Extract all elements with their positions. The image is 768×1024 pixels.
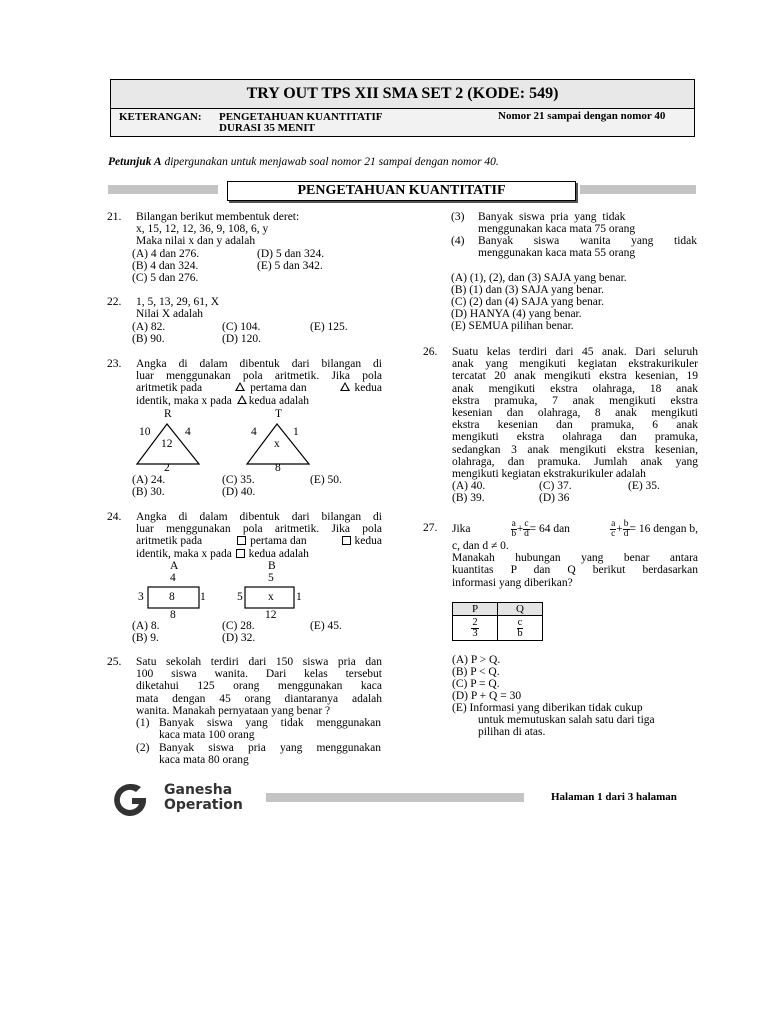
statement-3 [478,211,697,235]
option-d[interactable]: (D) 32. [222,632,256,644]
statement-text: Banyak siswa yang tidak menggunakan [159,717,381,729]
box2-right: 1 [296,591,302,603]
option-e[interactable]: (E) 5 dan 342. [257,260,323,272]
option-e[interactable]: (E) 50. [310,474,342,486]
question-text: luar menggunakan pola aritmetik. Jika pola [136,370,382,383]
jika-text: Jika [452,522,471,535]
numerator: c [524,518,529,529]
option-d[interactable]: (D) 120. [222,333,261,345]
numerator: 2 [472,616,478,628]
statement-1 [159,717,381,741]
option-b[interactable]: (B) 30. [132,486,165,498]
option-b[interactable]: (B) P < Q. [452,666,500,678]
option-e[interactable]: (E) 45. [310,620,342,632]
question-text: Angka di dalam dibentuk dari bilangan di [136,511,382,523]
brand-name-2: Operation [164,797,243,813]
question-text: kuantitas P dan Q berikut berdasarkan [452,564,698,577]
equation-text: = 16 dengan b, [629,522,698,535]
statement-3-number: (3) [451,211,465,223]
triangle1-left: 10 [139,426,151,438]
statement-text: Banyak siswa wanita yang tidak [478,235,697,247]
instruction-bold: Petunjuk A [108,156,162,168]
option-c[interactable]: (C) 35. [222,474,255,486]
denominator: 3 [472,627,478,639]
box1-right: 1 [200,591,206,603]
question-text: Maka nilai x dan y adalah [136,235,256,248]
option-a[interactable]: (A) P > Q. [452,654,501,666]
section-title: PENGETAHUAN KUANTITATIF [227,181,576,201]
page-number: Halaman 1 dari 3 halaman [551,791,677,803]
triangle1-center: 12 [161,438,173,450]
square-icon [342,536,351,545]
statement-4-number: (4) [451,235,465,247]
question-text: ekstra pramuka, 7 anak mengikuti ekstra [452,394,698,407]
denominator: b [511,528,517,539]
option-d[interactable]: (D) P + Q = 30 [452,690,522,702]
option-a[interactable]: (A) 82. [132,321,166,333]
statement-text: menggunakan kaca mata 55 orang [478,247,636,260]
question-text: sedangkan 3 anak mengikuti ekstra kesenian, [452,443,698,456]
box1-label: A [170,560,179,572]
triangle-icon [237,395,247,404]
question-27 [423,518,698,743]
statement-2 [159,742,381,766]
question-text: Nilai X adalah [136,308,204,321]
page-title: TRY OUT TPS XII SMA SET 2 (KODE: 549) [111,80,694,109]
square-icon [236,549,245,558]
option-c[interactable]: (C) P = Q. [452,678,500,690]
question-26 [423,346,698,506]
instruction [108,156,499,168]
option-e[interactable]: (E) 35. [628,480,660,492]
question-number: 27. [423,522,438,534]
question-text: Manakah hubungan yang benar antara [452,552,698,565]
square-icon [237,536,246,545]
question-number: 22. [107,296,122,308]
triangle2-center: x [274,438,280,450]
question-text: 100 siswa wanita. Dari kelas tersebut [136,668,382,681]
question-22 [107,296,382,346]
ganesha-logo-icon [108,780,152,820]
question-text: kedua adalah [248,394,310,407]
option-c[interactable]: (C) 28. [222,620,255,632]
triangle1-bottom: 2 [164,462,170,474]
question-text: x, 15, 12, 12, 36, 9, 108, 6, y [136,223,269,236]
question-range: Nomor 21 sampai dengan nomor 40 [498,110,666,122]
equation-text: = 64 dan [529,522,570,535]
box1-bottom: 8 [170,609,176,621]
question-text: aritmetik pada [136,535,203,548]
question-text: tercatat 20 anak mengikuti ekstra kesenian, 19 [452,370,698,383]
question-text: c, dan d ≠ 0. [452,540,509,552]
option-d[interactable]: (D) HANYA (4) yang benar. [451,308,582,320]
question-text: aritmetik pada [136,382,203,395]
question-text-line [136,395,382,407]
fraction [623,520,630,539]
statement-2-number: (2) [136,742,150,754]
question-text: identik, maka x pada [136,547,232,560]
option-a[interactable]: (A) (1), (2), dan (3) SAJA yang benar. [451,272,627,284]
option-c[interactable]: (C) 37. [539,480,572,492]
question-text: luar menggunakan pola aritmetik. Jika pola [136,523,382,536]
question-24 [107,511,382,646]
question-number: 23. [107,358,122,370]
option-e[interactable]: (E) 125. [310,321,348,333]
option-a[interactable]: (A) 8. [132,620,160,632]
question-23 [107,358,382,503]
question-text-line [136,535,382,547]
question-text: pertama dan [250,535,307,548]
question-25 [107,656,382,771]
triangle-diagrams [127,408,337,474]
footer-bar [266,793,524,802]
subject-line1: PENGETAHUAN KUANTITATIF [219,111,383,123]
triangle2-right: 1 [293,426,299,438]
triangle-icon [340,382,350,391]
option-e-cont: untuk memutuskan salah satu dari tiga [478,714,655,726]
option-b[interactable]: (B) 4 dan 324. [132,260,199,272]
box1-left: 3 [138,591,144,603]
question-text: kedua [354,382,382,395]
option-a[interactable]: (A) 24. [132,474,166,486]
denominator: d [524,528,529,539]
question-text: olahraga, dan pramuka. Jumlah anak yang [452,455,698,468]
triangle2-bottom: 8 [275,462,281,474]
subject-line2: DURASI 35 MENIT [219,122,315,134]
section-bar-right [580,185,696,194]
question-number: 26. [423,346,438,358]
triangle2-left: 4 [251,426,257,438]
statement-text: kaca mata 80 orang [159,754,249,767]
question-text: mengikuti kegiatan ekstrakurikuler adalah [452,468,646,481]
box1-center: 8 [169,591,175,603]
question-text: Bilangan berikut membentuk deret: [136,211,300,223]
question-text: kedua adalah [248,547,309,560]
question-text: pertama dan [250,382,307,395]
option-b[interactable]: (B) 9. [132,632,159,644]
statement-text: Banyak siswa pria yang tidak [478,211,626,223]
box2-left: 5 [237,591,243,603]
option-e[interactable]: (E) Informasi yang diberikan tidak cukup [452,702,643,714]
option-b[interactable]: (B) (1) dan (3) SAJA yang benar. [451,284,604,296]
question-text-line [136,548,382,560]
table-header-q: Q [498,603,543,616]
denominator: c [611,528,616,539]
question-text: Angka di dalam dibentuk dari bilangan di [136,358,382,370]
denominator: b [517,627,523,639]
section-bar-left [108,185,218,194]
question-text: 1, 5, 13, 29, 61, X [136,296,220,308]
question-number: 21. [107,211,122,223]
question-text: mengikuti ekstra olahraga dan pramuka, [452,431,698,444]
question-text: Suatu kelas terdiri dari 45 anak. Dari seluruh [452,346,698,358]
header-box [110,79,695,137]
triangle2-top: T [275,408,283,420]
option-d[interactable]: (D) 40. [222,486,256,498]
option-c[interactable]: (C) 5 dan 276. [132,272,199,284]
option-b[interactable]: (B) 39. [452,492,485,504]
equation-line [452,518,698,540]
box2-bottom: 12 [265,609,277,621]
numerator: b [623,518,629,529]
fraction [511,520,517,539]
option-c[interactable]: (C) (2) dan (4) SAJA yang benar. [451,296,604,308]
option-d[interactable]: (D) 5 dan 324. [257,248,325,260]
equation-2: $\frac{a}{c}$ + $\frac{b}{d}$ = 16 dengan b, [611,518,698,539]
fraction [610,520,616,539]
pq-table [452,602,543,641]
option-b[interactable]: (B) 90. [132,333,165,345]
statement-4 [478,235,697,259]
statement-text: Banyak siswa pria yang menggunakan [159,742,381,754]
triangle-icon [235,382,245,391]
box2-center: x [268,591,274,603]
denominator: d [623,528,629,539]
statement-text: menggunakan kaca mata 75 orang [478,223,636,236]
table-header-p: P [453,603,498,616]
question-text: kesenian dan olahraga, 8 anak mengikuti [452,407,698,420]
brand-logo [108,780,263,820]
question-25-continued [451,211,697,336]
question-text-line [136,382,382,394]
triangle1-top: R [164,408,172,420]
brand-name-1: Ganesha [164,782,233,798]
option-c[interactable]: (C) 104. [222,321,261,333]
numerator: c [517,616,523,628]
question-text: kedua [354,535,382,548]
question-text: mata dengan 45 orang diantaranya adalah [136,692,382,705]
statement-text: kaca mata 100 orang [159,729,255,742]
question-text: diketahui 125 orang menggunakan kaca [136,680,382,693]
question-text: anak mengikuti ekstra olahraga, 18 anak [452,382,698,395]
instruction-text: dipergunakan untuk menjawab soal nomor 21 sampai dengan nomor 40. [161,156,499,168]
option-a[interactable]: (A) 4 dan 276. [132,248,200,260]
option-d[interactable]: (D) 36 [539,492,570,504]
question-text: ekstra kesenian dan pramuka, 6 anak [452,419,698,432]
p-fraction [471,618,478,639]
question-number: 24. [107,511,122,523]
triangle1-right: 4 [185,426,191,438]
option-a[interactable]: (A) 40. [452,480,486,492]
question-21 [107,211,382,291]
question-text: informasi yang diberikan? [452,576,573,589]
question-text: identik, maka x pada [136,394,232,407]
option-e[interactable]: (E) SEMUA pilihan benar. [451,320,574,332]
q-fraction [517,618,524,639]
keterangan-label: KETERANGAN: [119,111,202,123]
question-number: 25. [107,656,122,668]
question-text: anak yang mengikuti kegiatan ekstrakurikuler [452,358,698,371]
box1-top: 4 [170,572,176,584]
box2-top: 5 [268,572,274,584]
question-text: Satu sekolah terdiri dari 150 siswa pria dan [136,656,382,668]
question-text: wanita. Manakah pernyataan yang benar ? [136,704,331,717]
numerator: a [611,518,616,529]
box2-label: B [268,560,276,572]
option-e-cont: pilihan di atas. [478,726,546,738]
numerator: a [511,518,516,529]
equation-1: $\frac{a}{b}$ + $\frac{c}{d}$ = 64 dan [511,518,570,539]
statement-1-number: (1) [136,717,150,729]
